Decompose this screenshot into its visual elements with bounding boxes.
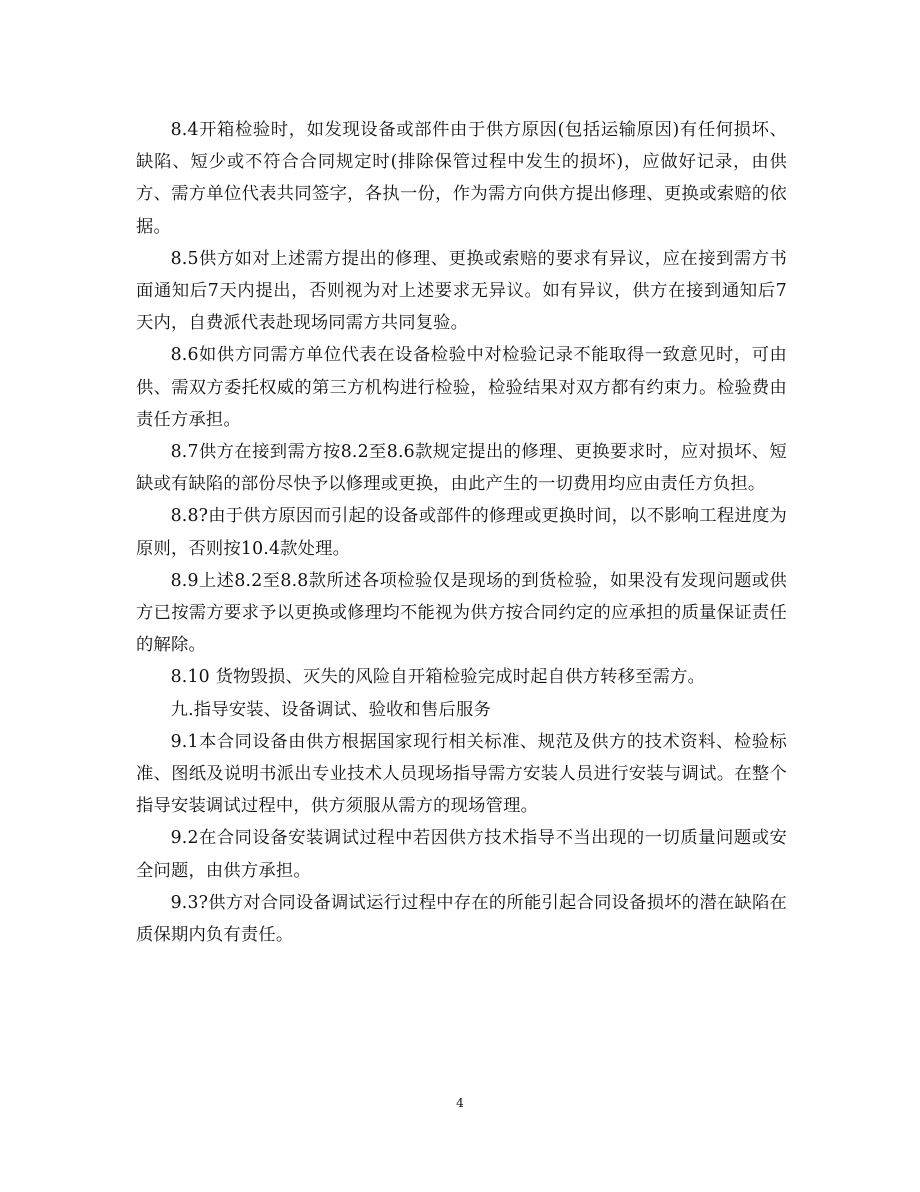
paragraph-8-5: 8.5供方如对上述需方提出的修理、更换或索赔的要求有异议，应在接到需方书面通知后7天内提出，否则视为对上述要求无异议。如有异议，供方在接到通知后7天内，自费派代表赴现场同需方共同复验。 — [136, 248, 787, 334]
paragraph-8-6: 8.6如供方同需方单位代表在设备检验中对检验记录不能取得一致意见时，可由供、需双方委托权威的第三方机构进行检验，检验结果对双方都有约束力。检验费由责任方承担。 — [136, 345, 787, 430]
page-number: 4 — [456, 1096, 464, 1110]
paragraph-8-10: 8.10 货物毁损、灭失的风险自开箱检验完成时起自供方转移至需方。 — [170, 667, 706, 688]
paragraph-8-8: 8.8?由于供方原因而引起的设备或部件的修理或更换时间，以不影响工程进度为原则，否则按10.4款处理。 — [136, 506, 787, 559]
document-body — [136, 114, 787, 951]
paragraph-8-4: 8.4开箱检验时，如发现设备或部件由于供方原因(包括运输原因)有任何损坏、缺陷、短少或不符合合同规定时(排除保管过程中发生的损坏)，应做好记录，由供方、需方单位代表共同签字，各执一份，作为需方向供方提出修理、更换或索赔的依据。 — [136, 120, 787, 237]
paragraph-8-9: 8.9上述8.2至8.8款所述各项检验仅是现场的到货检验，如果没有发现问题或供方已按需方要求予以更换或修理均不能视为供方按合同约定的应承担的质量保证责任的解除。 — [136, 570, 787, 656]
paragraph-9-2: 9.2在合同设备安装调试过程中若因供方技术指导不当出现的一切质量问题或安全问题，由供方承担。 — [136, 828, 787, 881]
paragraph-9-1: 9.1本合同设备由供方根据国家现行相关标准、规范及供方的技术资料、检验标准、图纸及说明书派出专业技术人员现场指导需方安装人员进行安装与调试。在整个指导安装调试过程中，供方须服从需方的现场管理。 — [136, 731, 787, 817]
paragraph-9-3: 9.3?供方对合同设备调试运行过程中存在的所能引起合同设备损坏的潜在缺陷在质保期内负有责任。 — [136, 892, 787, 946]
paragraph-8-7: 8.7供方在接到需方按8.2至8.6款规定提出的修理、更换要求时，应对损坏、短缺或有缺陷的部份尽快予以修理或更换，由此产生的一切费用均应由责任方负担。 — [136, 442, 787, 495]
section-heading-9: 九.指导安装、设备调试、验收和售后服务 — [170, 699, 491, 720]
